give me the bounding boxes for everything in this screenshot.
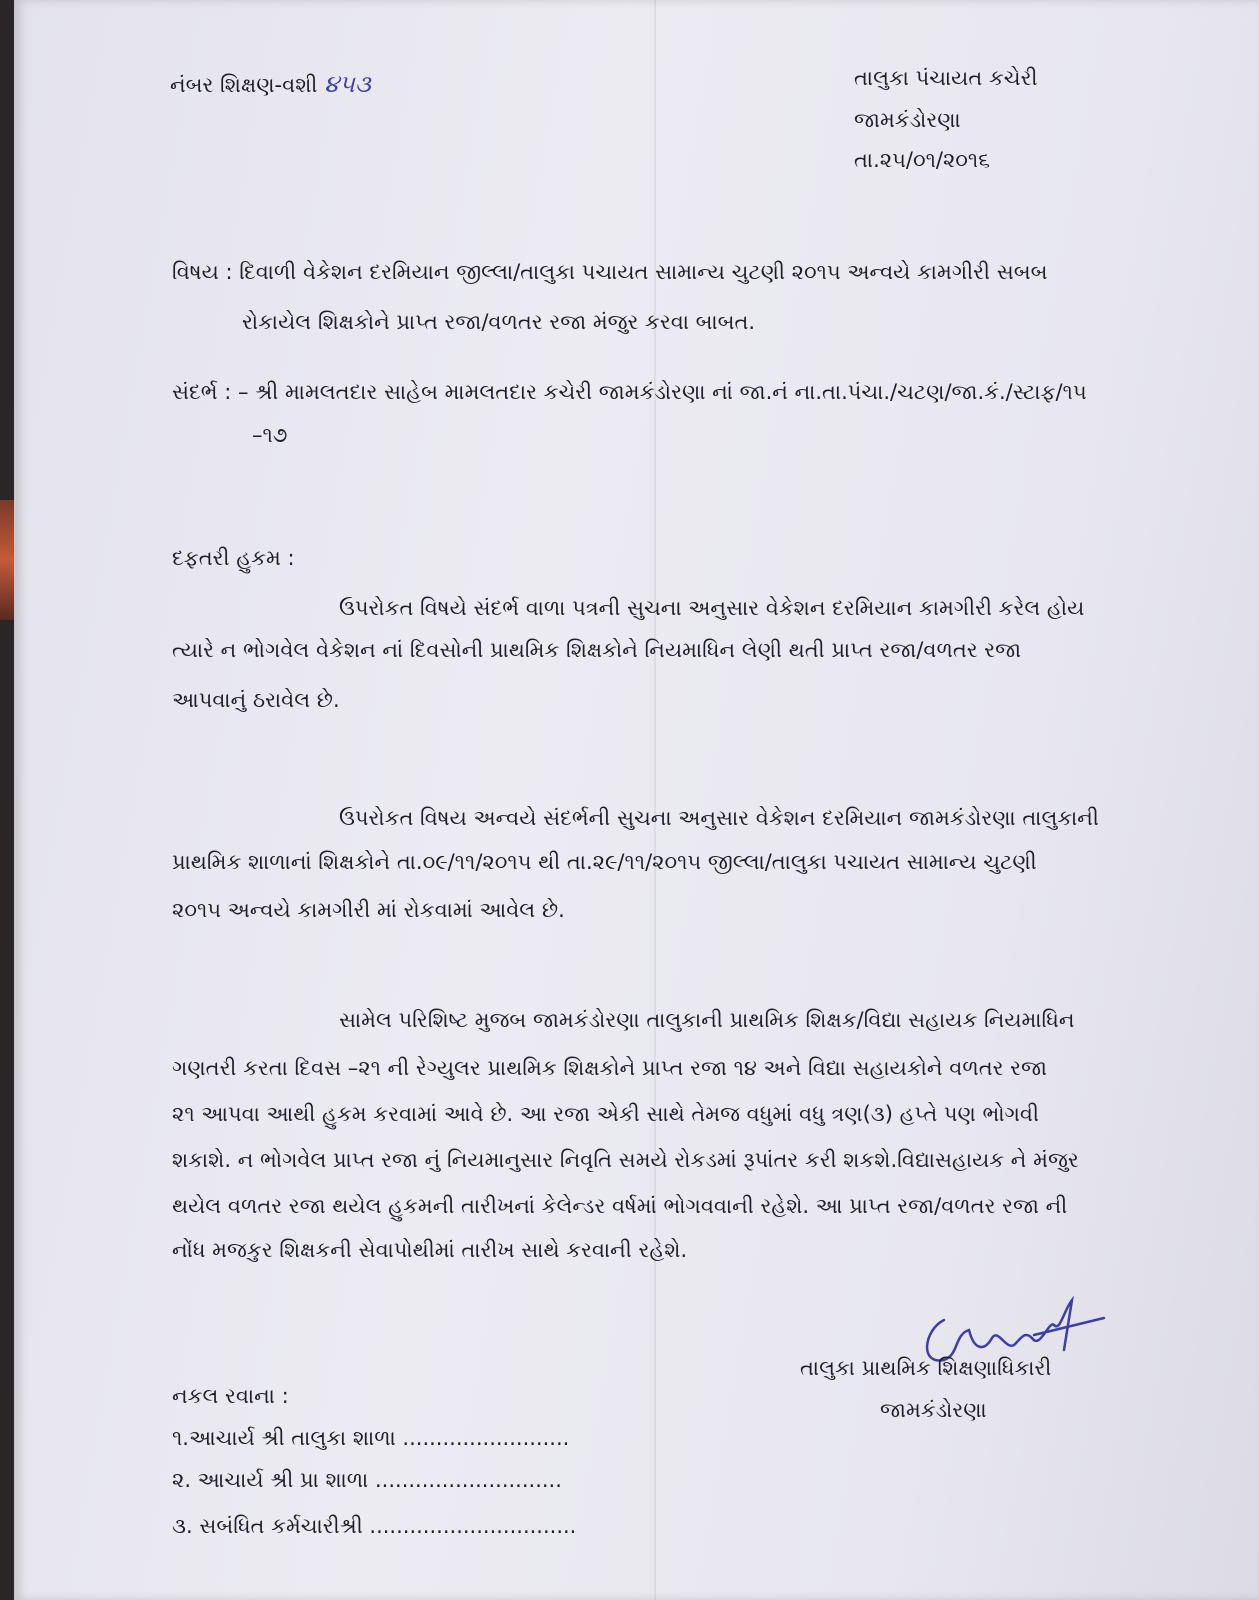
para2-line: ઉપરોકત વિષય અન્વયે સંદર્ભની સુચના અનુસાર વેકેશન દરમિયાન જામકંડોરણા તાલુકાની (339, 806, 1099, 830)
copy-to-item: ૨. આચાર્ય શ્રી પ્રા શાળા ............................ (172, 1468, 562, 1492)
copy-to-item: ૧.આચાર્ય શ્રી તાલુકા શાળા ......................... (172, 1426, 570, 1450)
para1-line: આપવાનું ઠરાવેલ છે. (172, 688, 340, 712)
letter-date: તા.૨૫/૦૧/૨૦૧૬ (854, 148, 990, 172)
para3-line: નોંધ મજકુર શિક્ષકની સેવાપોથીમાં તારીખ સાથે કરવાની રહેશે. (172, 1238, 688, 1262)
para2-line: ૨૦૧૫ અન્વયે કામગીરી માં રોકવામાં આવેલ છે. (172, 898, 565, 922)
subject-text-1: દિવાળી વેકેશન દરમિયાન જીલ્લા/તાલુકા પચાયત સામાન્ય ચુટણી ૨૦૧૫ અન્વયે કામગીરી સબબ (239, 260, 1048, 284)
reference-text-1: – શ્રી મામલતદાર સાહેબ મામલતદાર કચેરી જામકંડોરણા નાં જા.નં ના.તા.પંચા./ચટણ/જા.કં./સ્ટાફ/૧૫ (238, 380, 1087, 404)
para3-line: ગણતરી કરતા દિવસ –૨૧ ની રેગ્યુલર પ્રાથમિક શિક્ષકોને પ્રાપ્ત રજા ૧૪ અને વિદ્યા સહાયકોને વળતર રજા (172, 1056, 1047, 1080)
para1-line: ઉપરોકત વિષયે સંદર્ભ વાળા પત્રની સુચના અનુસાર વેકેશન દરમિયાન કામગીરી કરેલ હોય (339, 596, 1085, 620)
subject-line-1 (172, 262, 1047, 283)
para3-line: ૨૧ આપવા આથી હુકમ કરવામાં આવે છે. આ રજા એકી સાથે તેમજ વધુમાં વધુ ત્રણ(૩) હપ્તે પણ ભોગવી (172, 1102, 1040, 1126)
background-edge (0, 500, 14, 620)
reference-label: સંદર્ભ : (172, 380, 232, 404)
reference-text-2: –૧૭ (252, 423, 288, 447)
subject-label: વિષય : (172, 260, 233, 284)
para3-line: શકાશે. ન ભોગવેલ પ્રાપ્ત રજા નું નિયમાનુસાર નિવૃતિ સમયે રોકડમાં રૂપાંતર કરી શકશે.વિદ્યાસહાયક ને મંજુર (172, 1148, 1079, 1172)
reference-number-line (170, 72, 371, 96)
office-name: તાલુકા પંચાયત કચેરી (854, 66, 1038, 90)
signatory-designation: તાલુકા પ્રાથમિક શિક્ષણાધિકારી (800, 1356, 1052, 1380)
copy-to-heading: નકલ રવાના : (172, 1384, 289, 1408)
para1-line: ત્યારે ન ભોગવેલ વેકેશન નાં દિવસોની પ્રાથમિક શિક્ષકોને નિયમાધિન લેણી થતી પ્રાપ્ત રજા/વળતર રજા (172, 638, 1022, 662)
copy-to-item: ૩. સબંધિત કર્મચારીશ્રી ............................... (172, 1514, 577, 1538)
reference-line-1 (172, 382, 1087, 403)
reference-prefix: નંબર શિક્ષણ-વશી (170, 73, 318, 97)
para3-line: થયેલ વળતર રજા થયેલ હુકમની તારીખનાં કેલેન્ડર વર્ષમાં ભોગવવાની રહેશે. આ પ્રાપ્ત રજા/વળતર રજા ની (172, 1194, 1068, 1218)
para3-line: સામેલ પરિશિષ્ટ મુજબ જામકંડોરણા તાલુકાની પ્રાથમિક શિક્ષક/વિદ્યા સહાયક નિયમાધિન (339, 1008, 1075, 1032)
subject-text-2: રોકાયેલ શિક્ષકોને પ્રાપ્ત રજા/વળતર રજા મંજુર કરવા બાબત. (242, 310, 756, 334)
para2-line: પ્રાથમિક શાળાનાં શિક્ષકોને તા.૦૯/૧૧/૨૦૧૫ થી તા.૨૯/૧૧/૨૦૧૫ જીલ્લા/તાલુકા પચાયત સામાન્ય ચુટણી (172, 850, 1037, 874)
document-page (14, 0, 1259, 1600)
signatory-place: જામકંડોરણા (880, 1398, 987, 1422)
reference-number-handwritten: ૪૫૩ (324, 70, 371, 98)
paper-fold (654, 0, 656, 1600)
order-heading: દફતરી હુકમ : (172, 546, 295, 570)
office-place: જામકંડોરણા (854, 108, 961, 132)
